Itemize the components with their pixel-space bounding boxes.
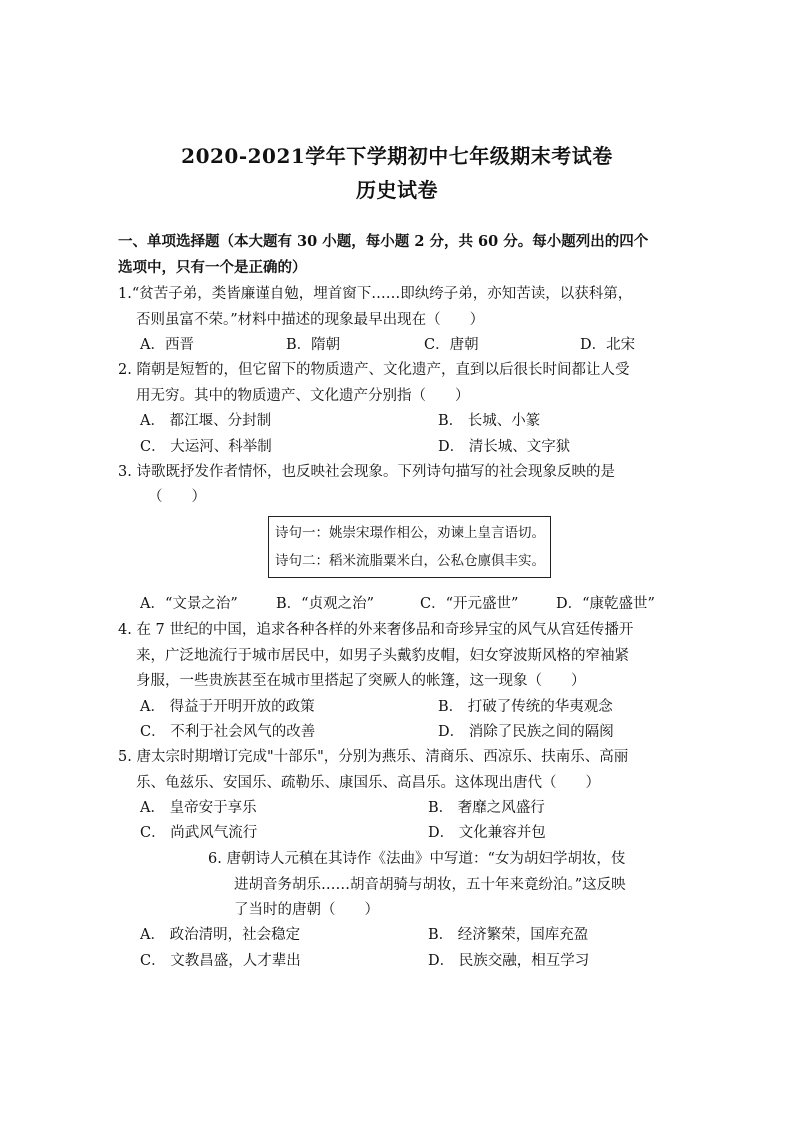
question-1-option-c: C．唐朝 <box>424 337 479 353</box>
question-4-line2: 来，广泛地流行于城市居民中，如男子头戴豹皮帽，妇女穿波斯风格的窄袖紧 <box>136 648 629 664</box>
question-1-option-d: D．北宋 <box>580 337 636 353</box>
question-3-option-c: C．“开元盛世” <box>420 596 519 612</box>
question-1-line1: 1.“贫苦子弟，类皆廉谨自勉，埋首窗下……即纨绔子弟，亦知苦读，以获科第， <box>118 286 633 302</box>
question-4-option-b: B． 打破了传统的华夷观念 <box>438 699 613 715</box>
question-6-line3: 了当时的唐朝（ ） <box>234 902 379 918</box>
question-6-option-a: A． 政治清明，社会稳定 <box>140 927 301 943</box>
question-2-option-c: C． 大运河、科举制 <box>140 439 272 455</box>
question-3-option-b: B．“贞观之治” <box>276 596 374 612</box>
question-4-option-c: C． 不利于社会风气的改善 <box>140 724 316 740</box>
question-3-option-a: A．“文景之治” <box>140 596 238 612</box>
question-5-option-b: B． 奢靡之风盛行 <box>428 800 545 816</box>
question-4-line3: 身服，一些贵族甚至在城市里搭起了突厥人的帐篷，这一现象（ ） <box>136 673 586 689</box>
question-2-line1: 2. 隋朝是短暂的，但它留下的物质遗产、文化遗产，直到以后很长时间都让人受 <box>118 362 630 378</box>
question-5-line2: 乐、龟兹乐、安国乐、疏勒乐、康国乐、高昌乐。这体现出唐代（ ） <box>136 775 600 791</box>
question-1-option-a: A．西晋 <box>140 337 194 353</box>
question-5-option-d: D． 文化兼容并包 <box>428 825 546 841</box>
question-5-line1: 5. 唐太宗时期增订完成"十部乐"，分别为燕乐、清商乐、西凉乐、扶南乐、高丽 <box>118 749 629 765</box>
question-5-option-c: C． 尚武风气流行 <box>140 825 258 841</box>
question-6-line1: 6. 唐朝诗人元稹在其诗作《法曲》中写道：“女为胡妇学胡妆，伎 <box>208 851 626 867</box>
question-4-option-a: A． 得益于开明开放的政策 <box>140 699 315 715</box>
question-4-option-d: D． 消除了民族之间的隔阂 <box>438 724 614 740</box>
question-1-option-b: B．隋朝 <box>286 337 341 353</box>
question-2-option-b: B． 长城、小篆 <box>438 413 541 429</box>
poem-box <box>268 516 551 578</box>
poem-line-2: 诗句二：稻米流脂粟米白，公私仓廪俱丰实。 <box>275 553 545 569</box>
question-2-option-a: A． 都江堰、分封制 <box>140 413 272 429</box>
question-6-option-c: C． 文教昌盛，人才辈出 <box>140 953 301 969</box>
question-2-line2: 用无穷。其中的物质遗产、文化遗产分别指（ ） <box>136 388 470 404</box>
question-3-line1: 3. 诗歌既抒发作者情怀，也反映社会现象。下列诗句描写的社会现象反映的是 <box>118 464 615 480</box>
question-6-line2: 进胡音务胡乐……胡音胡骑与胡妆，五十年来竟纷泊。”这反映 <box>234 877 626 893</box>
question-6-option-d: D． 民族交融，相互学习 <box>428 953 590 969</box>
section-heading-line2: 选项中，只有一个是正确的） <box>118 259 307 276</box>
question-3-line2: （ ） <box>148 489 206 505</box>
exam-title: 2020-2021学年下学期初中七年级期末考试卷 <box>181 144 613 168</box>
question-1-line2: 否则虽富不荣。”材料中描述的现象最早出现在（ ） <box>136 312 485 328</box>
question-5-option-a: A． 皇帝安于享乐 <box>140 800 257 816</box>
question-6-option-b: B． 经济繁荣，国库充盈 <box>428 927 589 943</box>
question-2-option-d: D． 清长城、文字狱 <box>438 439 571 455</box>
exam-subtitle: 历史试卷 <box>356 178 438 202</box>
poem-line-1: 诗句一：姚崇宋璟作相公，劝谏上皇言语切。 <box>275 525 545 541</box>
question-4-line1: 4. 在 7 世纪的中国，追求各种各样的外来奢侈品和奇珍异宝的风气从宫廷传播开 <box>118 622 634 638</box>
section-heading-line1: 一、单项选择题（本大题有 30 小题，每小题 2 分，共 60 分。每小题列出的四个 <box>118 233 649 250</box>
question-3-option-d: D．“康乾盛世” <box>556 596 655 612</box>
